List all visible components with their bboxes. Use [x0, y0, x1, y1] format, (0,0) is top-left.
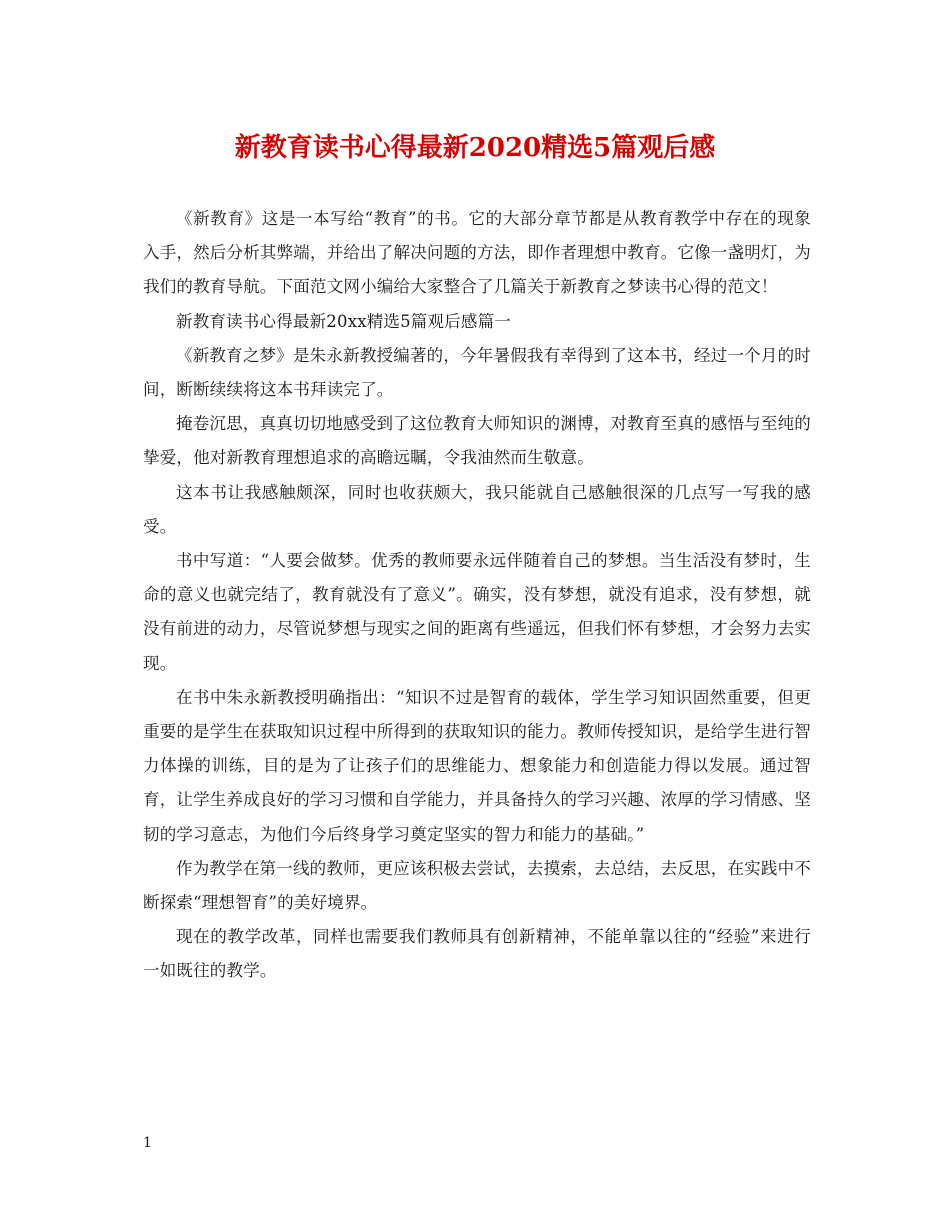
paragraph: 《新教育之梦》是朱永新教授编著的，今年暑假我有幸得到了这本书，经过一个月的时间，断断续续将这本书拜读完了。: [143, 345, 811, 400]
document-title: 新教育读书心得最新2020精选5篇观后感: [234, 133, 716, 163]
paragraph: 书中写道：“人要会做梦。优秀的教师要永远伴随着自己的梦想。当生活没有梦时，生命的意义也就完结了，教育就没有了意义”。确实，没有梦想，就没有追求，没有梦想，就没有前进的动力，尽管说梦想与现实之间的距离有些遥远，但我们怀有梦想，才会努力去实现。: [143, 551, 811, 673]
paragraph: 这本书让我感触颇深，同时也收获颇大，我只能就自己感触很深的几点写一写我的感受。: [143, 482, 811, 536]
paragraph: 在书中朱永新教授明确指出：“知识不过是智育的载体，学生学习知识固然重要，但更重要的是学生在获取知识过程中所得到的获取知识的能力。教师传授知识，是给学生进行智力体操的训练，目的是为了让孩子们的思维能力、想象能力和创造能力得以发展。通过智育，让学生养成良好的学习习惯和自学能力，并具备持久的学习兴趣、浓厚的学习情感、坚韧的学习意志，为他们今后终身学习奠定坚实的智力和能力的基础。”: [143, 687, 811, 844]
paragraph: 现在的教学改革，同样也需要我们教师具有创新精神，不能单靠以往的“经验”来进行一如既往的教学。: [143, 927, 811, 981]
paragraph: 掩卷沉思，真真切切地感受到了这位教育大师知识的渊博，对教育至真的感悟与至纯的挚爱，他对新教育理想追求的高瞻远瞩，令我油然而生敬意。: [143, 414, 811, 468]
page-number: 1: [143, 1135, 152, 1151]
paragraph: 作为教学在第一线的教师，更应该积极去尝试，去摸索，去总结，去反思，在实践中不断探索“理想智育”的美好境界。: [143, 858, 811, 913]
paragraph-section-heading: 新教育读书心得最新20xx精选5篇观后感篇一: [176, 311, 512, 331]
document-body: [143, 202, 811, 989]
paragraph-intro: 《新教育》这是一本写给“教育”的书。它的大部分章节都是从教育教学中存在的现象入手，然后分析其弊端，并给出了解决问题的方法，即作者理想中教育。它像一盏明灯，为我们的教育导航。下面范文网小编给大家整合了几篇关于新教育之梦读书心得的范文！: [143, 209, 811, 297]
